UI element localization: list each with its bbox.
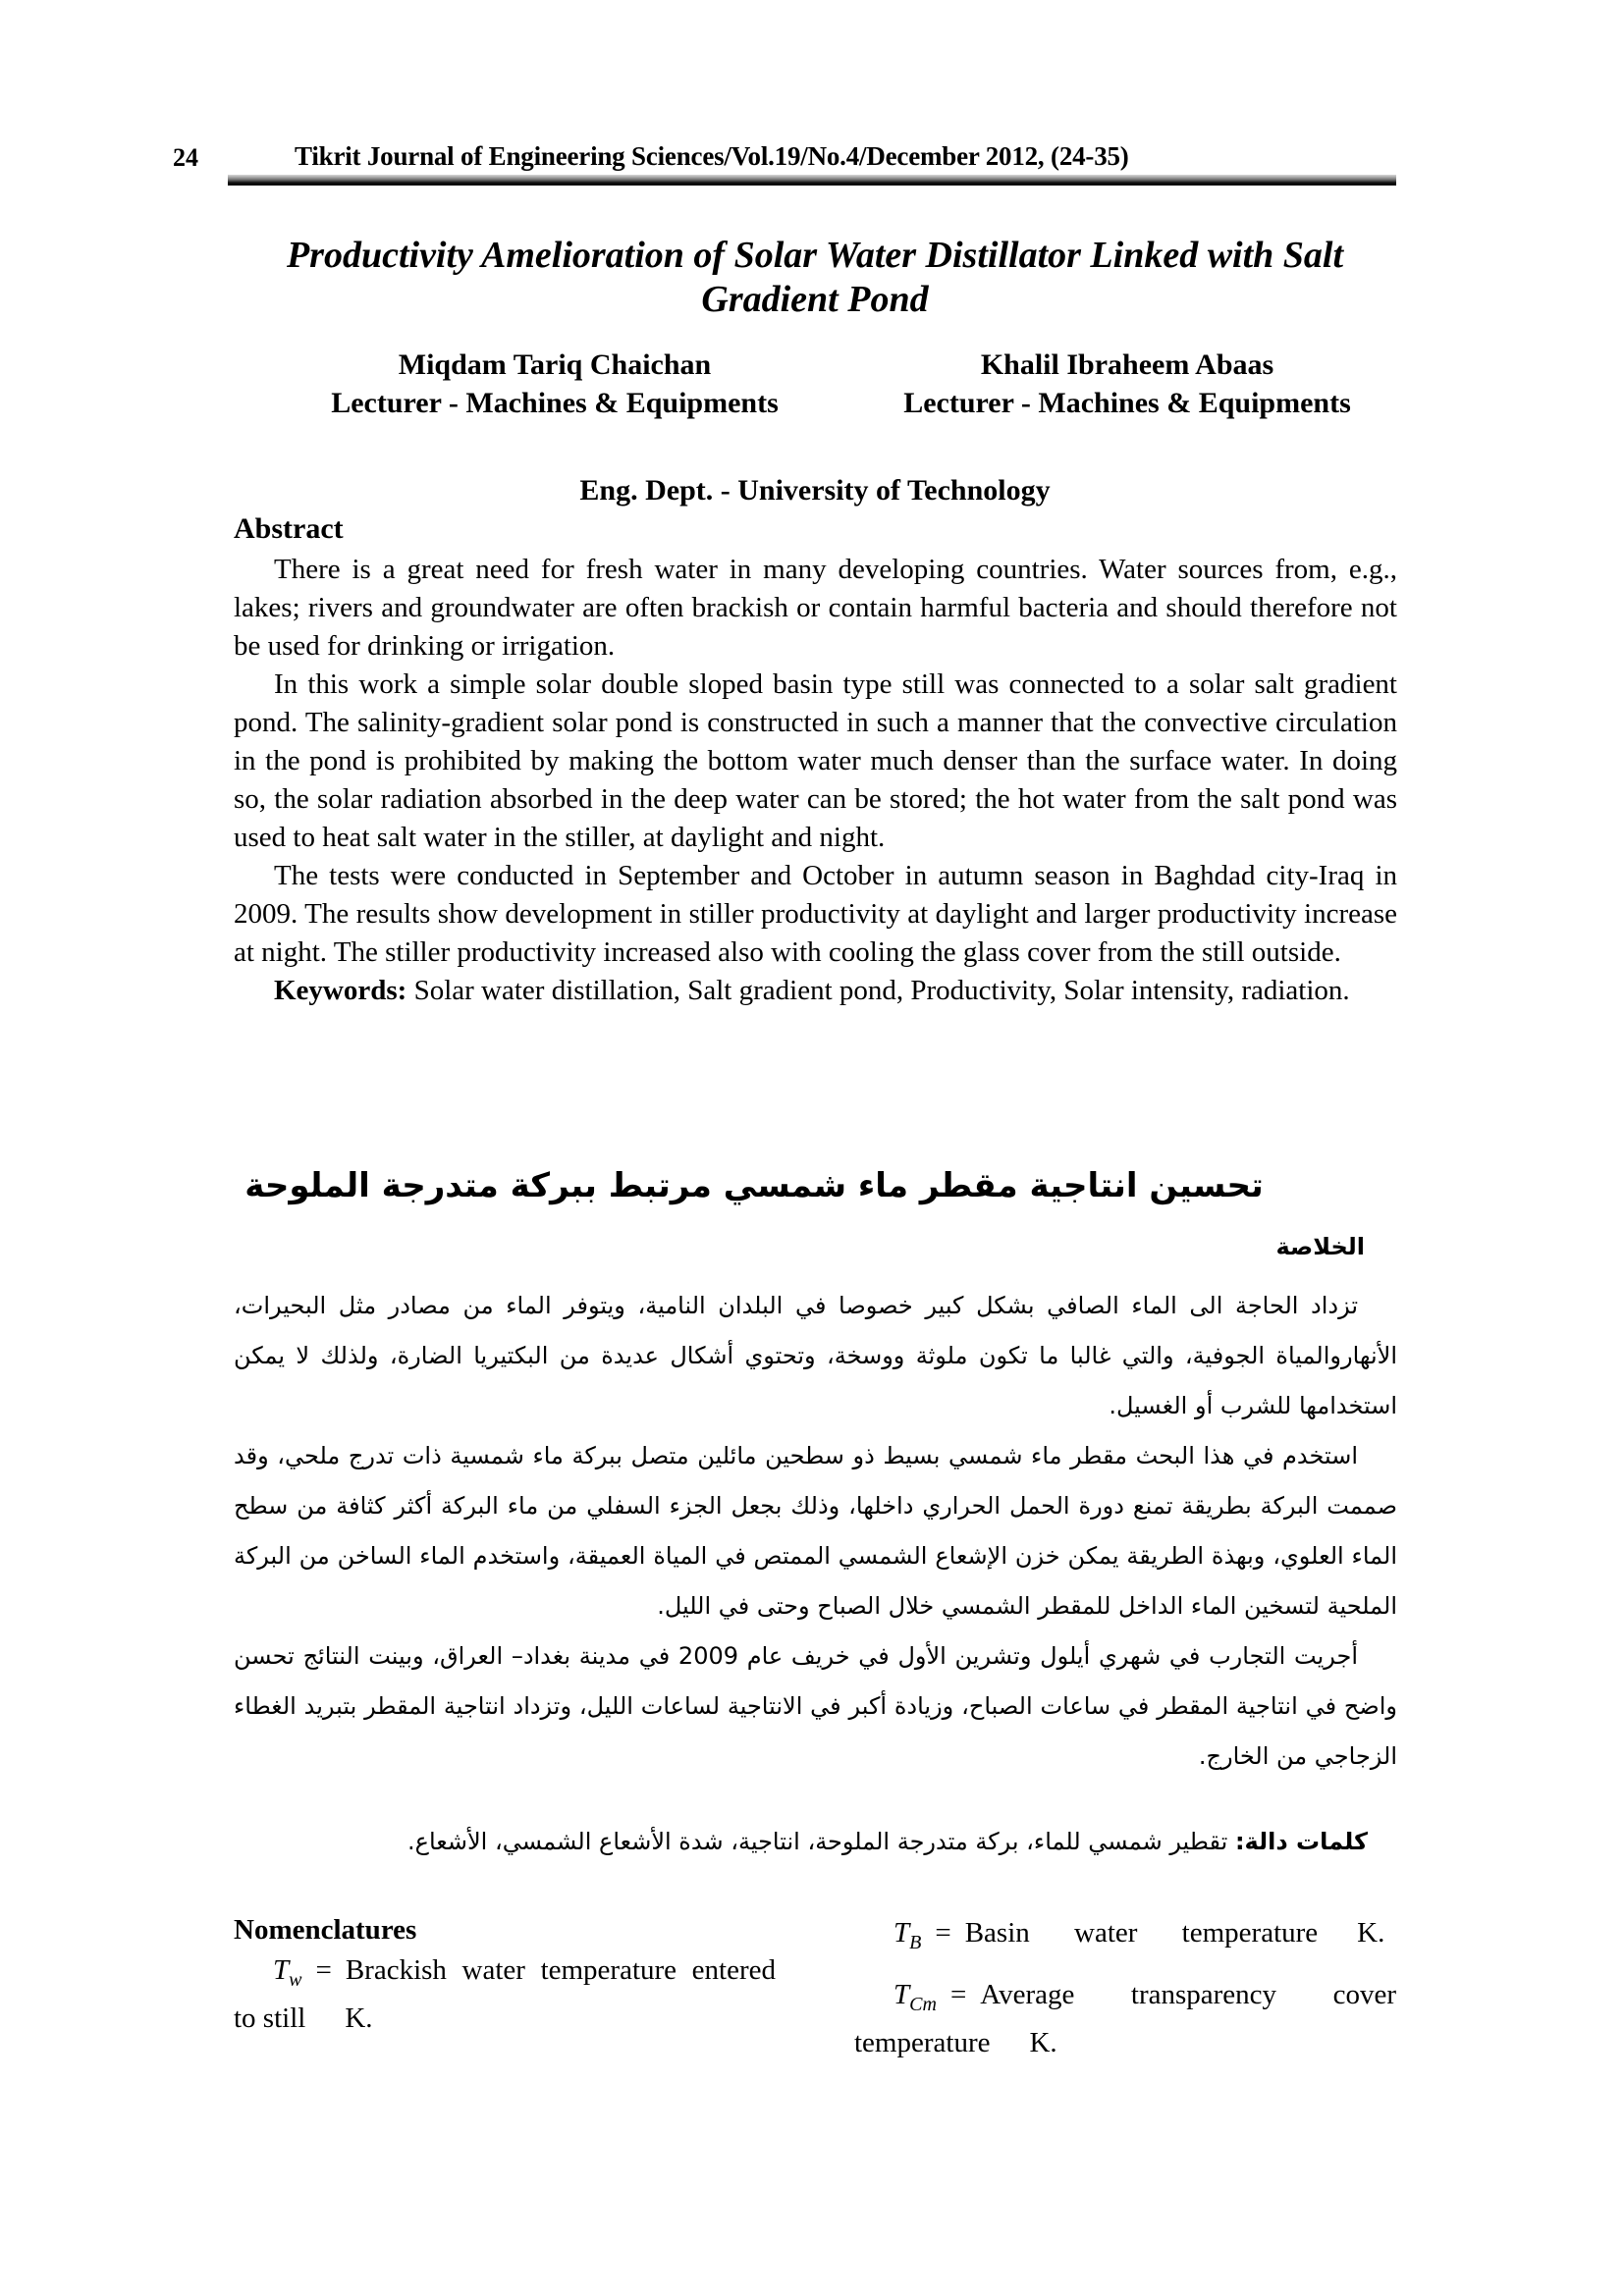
arabic-keywords-label: كلمات دالة:	[1234, 1828, 1368, 1855]
nomenclature-symbol: T	[273, 1954, 290, 1986]
keywords	[234, 972, 1397, 1010]
nomenclature-subscript: B	[909, 1931, 922, 1953]
arabic-abstract-heading: الخلاصة	[1275, 1233, 1365, 1260]
nomenclature-definition: Basin water temperature	[964, 1917, 1319, 1949]
author-position: Lecturer - Machines & Equipments	[331, 387, 779, 419]
header-rule	[228, 175, 1396, 186]
nomenclature-item	[854, 1914, 1396, 1962]
arabic-keywords	[234, 1828, 1368, 1855]
arabic-paragraph: تزداد الحاجة الى الماء الصافي بشكل كبير خصوصا في البلدان النامية، ويتوفر الماء من مصادر مثل البحيرات، الأنهاروالمياة الجوفية، والتي غالبا ما تكون ملوثة ووسخة، وتحتوي أشكال عديدة من البكتيريا الضارة، ولذلك لا يمكن استخدامها للشرب أو الغسيل.	[234, 1292, 1397, 1419]
nomenclature-unit: K.	[1029, 2026, 1057, 2058]
abstract-body	[234, 551, 1397, 1010]
arabic-paragraph: أجريت التجارب في شهري أيلول وتشرين الأول في خريف عام 2009 في مدينة بغداد– العراق، وبينت النتائج تحسن واضح في انتاجية المقطر في ساعات الصباح، وزيادة أكبر في الانتاجية لساعات الليل، وتزداد انتاجية المقطر بتبريد الغطاء الزجاجي من الخارج.	[234, 1642, 1397, 1770]
arabic-abstract-body	[234, 1281, 1397, 1782]
author-name: Miqdam Tariq Chaichan	[398, 348, 712, 381]
author-block-2	[852, 346, 1402, 422]
equals-sign: =	[949, 1978, 967, 2010]
nomenclature-unit: K.	[345, 2002, 373, 2034]
author-position: Lecturer - Machines & Equipments	[903, 387, 1351, 419]
nomenclature-subscript: w	[289, 1968, 302, 1991]
nomenclature-item	[854, 1976, 1396, 2062]
arabic-paragraph: استخدم في هذا البحث مقطر ماء شمسي بسيط ذو سطحين مائلين متصل ببركة ماء شمسية ذات تدرج ملحي، وقد صممت البركة بطريقة تمنع دورة الحمل الحراري داخلها، وذلك بجعل الجزء السفلي من ماء البركة أكثر كثافة من سطح الماء العلوي، وبهذة الطريقة يمكن خزن الإشعاع الشمسي الممتص في المياة العميقة، واستخدم الماء الساخن من البركة الملحية لتسخين الماء الداخل للمقطر الشمسي خلال الصباح وحتى في الليل.	[234, 1442, 1397, 1620]
running-head: Tikrit Journal of Engineering Sciences/Vol.19/No.4/December 2012, (24-35)	[295, 141, 1129, 171]
abstract-paragraph: There is a great need for fresh water in many developing countries. Water sources from, e.g., lakes; rivers and groundwater are often brackish or contain harmful bacteria and should therefore not be used for drinking or irrigation.	[234, 554, 1397, 662]
author-name: Khalil Ibraheem Abaas	[980, 348, 1274, 381]
arabic-keywords-text: تقطير شمسي للماء، بركة متدرجة الملوحة، انتاجية، شدة الأشعاع الشمسي، الأشعاع.	[407, 1828, 1228, 1855]
nomenclature-heading: Nomenclatures	[234, 1914, 417, 1946]
equals-sign: =	[935, 1917, 951, 1949]
paper-title: Productivity Amelioration of Solar Water Distillator Linked with Salt Gradient Pond	[286, 235, 1344, 320]
keywords-label: Keywords:	[274, 975, 407, 1006]
nomenclature-column-left	[234, 1951, 776, 2038]
nomenclature-symbol: T	[893, 1978, 910, 2010]
abstract-paragraph: The tests were conducted in September and October in autumn season in Baghdad city-Iraq in 2009. The results show development in stiller productivity at daylight and larger productivity increase at night. The stiller productivity increased also with cooling the glass cover from the still outside.	[234, 860, 1397, 968]
nomenclature-subscript: Cm	[909, 1993, 937, 2015]
arabic-title: تحسين انتاجية مقطر ماء شمسي مرتبط ببركة متدرجة الملوحة	[244, 1166, 1264, 1205]
nomenclature-unit: K.	[1357, 1917, 1385, 1949]
nomenclature-symbol: T	[893, 1917, 910, 1949]
page-number: 24	[173, 143, 198, 172]
affiliation: Eng. Dept. - University of Technology	[579, 474, 1051, 507]
nomenclature-column-right	[854, 1914, 1396, 2062]
abstract-heading: Abstract	[234, 512, 344, 545]
keywords-text: Solar water distillation, Salt gradient pond, Productivity, Solar intensity, radiation.	[413, 975, 1350, 1006]
nomenclature-item	[234, 1951, 776, 2038]
nomenclature-definition: Average transparency cover temperature	[854, 1978, 1396, 2058]
abstract-paragraph: In this work a simple solar double sloped basin type still was connected to a solar salt gradient pond. The salinity-gradient solar pond is constructed in such a manner that the convective circulation in the pond is prohibited by making the bottom water much denser than the surface water. In doing so, the solar radiation absorbed in the deep water can be stored; the hot water from the salt pond was used to heat salt water in the stiller, at daylight and night.	[234, 668, 1397, 853]
equals-sign: =	[315, 1954, 332, 1986]
nomenclature-definition: Brackish water temperature entered to still	[234, 1954, 776, 2034]
author-block-1	[280, 346, 830, 422]
